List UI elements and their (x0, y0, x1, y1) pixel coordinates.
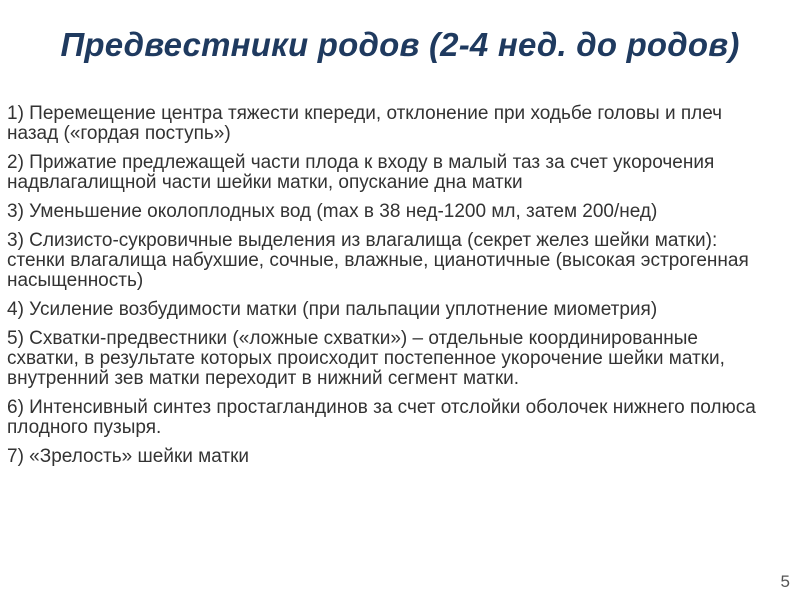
list-item: 3) Уменьшение околоплодных вод (max в 38 нед-1200 мл, затем 200/нед) (7, 201, 658, 222)
list-item: 7) «Зрелость» шейки матки (7, 446, 249, 467)
list-item: 2) Прижатие предлежащей части плода к входу в малый таз за счет укорочения надвлагалищной части шейки матки, опускание дна матки (7, 152, 715, 193)
list-item: 4) Усиление возбудимости матки (при пальпации уплотнение миометрия) (7, 299, 658, 320)
list-item: 6) Интенсивный синтез простагландинов за счет отслойки оболочек нижнего полюса плодного пузыря. (7, 397, 756, 438)
page-number: 5 (780, 572, 790, 591)
list-item: 5) Схватки-предвестники («ложные схватки») – отдельные координированные схватки, в результате которых происходит постепенное укорочение шейки матки, внутренний зев матки переходит в нижний сегмент матки. (7, 328, 725, 389)
list-item: 1) Перемещение центра тяжести кпереди, отклонение при ходьбе головы и плеч назад («гордая поступь») (7, 103, 723, 144)
slide-title: Предвестники родов (2-4 нед. до родов) (60, 26, 740, 63)
content-list (7, 104, 767, 476)
list-item: 3) Слизисто-сукровичные выделения из влагалища (секрет желез шейки матки): стенки влагалища набухшие, сочные, влажные, цианотичные (высокая эстрогенная насыщенность) (7, 230, 749, 291)
